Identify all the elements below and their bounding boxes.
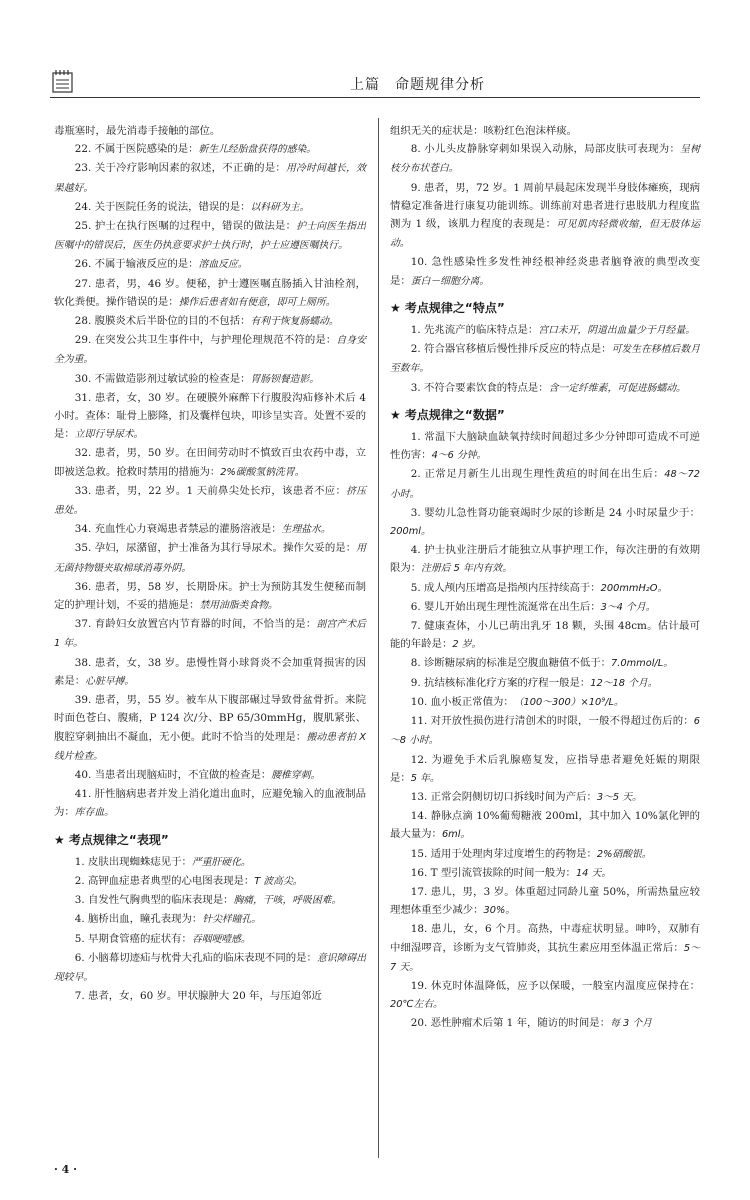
question-item [390, 864, 700, 883]
answer-text: 2%硝酸银。 [596, 848, 652, 860]
answer-text: 20℃左右。 [390, 999, 443, 1011]
section-heading: ★ 考点规律之“表现” [54, 832, 169, 847]
answer-text: 针尖样瞳孔。 [202, 914, 262, 926]
question-item [390, 1014, 700, 1033]
question-text: 22. 不属于医院感染的是： [74, 143, 199, 156]
answer-text: 可发生在移植后数月至数年。 [390, 344, 700, 375]
question-text: 20. 恶性肿瘤术后第 1 年，随访的时间是： [410, 1017, 611, 1030]
question-text: 7. 患者，女，60 岁。甲状腺肿大 20 年，与压迫邻近 [74, 990, 322, 1003]
question-item [54, 987, 366, 1005]
answer-text: 5 年。 [410, 772, 440, 784]
question-text: 4. 护士执业注册后才能独立从事护理工作，每次注册的有效期限为： [390, 544, 700, 575]
section-heading: ★ 考点规律之“特点” [390, 300, 505, 315]
answer-text: 含一定纤维素，可促进肠蠕动。 [548, 382, 686, 394]
answer-text: 溶血反应。 [198, 259, 248, 271]
question-text: 10. 急性感染性多发性神经根神经炎患者脑脊液的典型改变是： [390, 256, 700, 287]
question-text: 7. 健康查体，小儿已萌出乳牙 18 颗，头围 48cm。估计最可能的年龄是： [390, 620, 700, 651]
answer-text: 禁用油脂类食物。 [199, 600, 278, 612]
question-item [390, 179, 700, 254]
question-item [390, 977, 700, 1014]
question-item [54, 578, 366, 615]
question-text: 27. 患者，男，46 岁。便秘，护士遵医嘱直肠插入甘油栓剂，软化粪便。操作错误的是： [54, 277, 366, 308]
answer-text: 3～4 个月。 [600, 601, 656, 613]
question-item [54, 615, 366, 653]
question-item [54, 370, 366, 389]
question-item [54, 930, 366, 949]
question-item [390, 674, 700, 693]
answer-text: 注册后 5 年内有效。 [421, 563, 513, 575]
question-text: 35. 孕妇，尿潴留，护士准备为其行导尿术。操作欠妥的是： [74, 542, 357, 555]
question-item [54, 891, 366, 910]
question-item [390, 654, 700, 673]
question-item [390, 751, 700, 788]
question-item [54, 853, 366, 872]
answer-text: 6ml。 [441, 829, 471, 841]
question-text: 6. 婴儿开始出现生理性流涎常在出生后： [410, 600, 601, 613]
question-text: 37. 育龄妇女放置宫内节育器的时间，不恰当的是： [74, 618, 317, 631]
question-text: 9. 抗结核标准化疗方案的疗程一般是： [410, 676, 591, 689]
answer-text: 宫口未开，阴道出血量少于月经量。 [538, 325, 696, 337]
answer-text: 蛋白－细胞分离。 [410, 275, 490, 287]
answer-text: 用无菌持物镊夹取棉球消毒外阴。 [54, 543, 366, 574]
question-item [54, 785, 366, 822]
question-text: 30. 不需做造影剂过敏试验的检查是： [74, 372, 251, 385]
question-text: 3. 婴幼儿急性肾功能衰竭时少尿的诊断是 24 小时尿量少于： [410, 506, 700, 519]
answer-text: 搬动患者拍 X 线片检查。 [54, 731, 367, 762]
answer-text: 呈树枝分布状苍白。 [390, 144, 701, 175]
question-text: 26. 不属于输液反应的是： [74, 258, 199, 271]
answer-text: 自身安全为重。 [54, 335, 367, 366]
answer-text: 可见肌肉轻微收缩，但无肢体运动。 [390, 219, 701, 250]
question-text: 29. 在突发公共卫生事件中，与护理伦理规范不符的是： [74, 334, 337, 347]
question-text: 4. 脑桥出血，瞳孔表现为： [74, 913, 203, 926]
page-number: · 4 · [54, 1163, 77, 1176]
answer-text: 护士向医生指出医嘱中的错误后，医生仍执意要求护士执行时，护士应遵医嘱执行。 [54, 221, 367, 252]
answer-text: 立即行导尿术。 [74, 429, 144, 441]
answer-text: 2 岁。 [452, 639, 482, 651]
answer-text: T 波高尖。 [254, 875, 303, 887]
question-text: 11. 对开放性损伤进行清创术的时限，一般不得超过伤后的： [410, 715, 694, 728]
question-text: 3. 自发性气胸典型的临床表现是： [74, 894, 234, 907]
question-item [390, 140, 700, 178]
question-item [54, 482, 366, 520]
answer-text: 腰椎穿刺。 [271, 769, 321, 781]
answer-text: 剖宫产术后 1 年。 [54, 619, 367, 650]
question-item [54, 198, 366, 217]
question-item [54, 520, 366, 539]
answer-text: 操作后患者如有便意，即可上厕所。 [178, 296, 336, 308]
question-text: 2. 符合器官移植后慢性排斥反应的特点是： [410, 343, 612, 356]
question-text: 33. 患者，男，22 岁。1 天前鼻尖处长疖，该患者不应： [74, 484, 347, 497]
question-text: 40. 当患者出现脑疝时，不宜做的检查是： [74, 768, 272, 781]
notebook-icon [50, 70, 76, 98]
question-item [390, 920, 700, 977]
answer-text: 以科研为主。 [250, 201, 310, 213]
answer-text: 吞咽哽噎感。 [191, 933, 251, 945]
question-item [390, 321, 700, 340]
question-item [390, 504, 700, 541]
question-text: 1. 皮肤出现蜘蛛痣见于： [74, 855, 192, 868]
question-item [390, 253, 700, 290]
question-item [54, 389, 366, 445]
question-item [54, 159, 366, 197]
question-item [390, 541, 700, 578]
answer-text: 14 天。 [575, 867, 612, 879]
section-heading: ★ 考点规律之“数据” [390, 407, 505, 422]
answer-text: 200mmH₂O。 [600, 582, 668, 594]
question-item [390, 598, 700, 617]
question-item [54, 691, 366, 766]
answer-text: 胸痛，干咳，呼吸困难。 [233, 895, 342, 907]
header-rule [50, 97, 700, 98]
question-text: 17. 患儿，男，3 岁。体重超过同龄儿童 50%，所需热量应较理想体重至少减少： [390, 885, 700, 917]
question-item [390, 693, 700, 712]
question-item [390, 807, 700, 844]
question-item [54, 654, 366, 691]
question-text: 1. 常温下大脑缺血缺氧持续时间超过多少分钟即可造成不可逆性伤害： [390, 431, 700, 462]
question-text: 1. 先兆流产的临床特点是： [410, 324, 539, 337]
continued-text: 毒瓶塞时，最先消毒手接触的部位。 [54, 125, 221, 137]
answer-text: 30%。 [483, 905, 516, 917]
question-item [54, 910, 366, 929]
answer-text: 2%碳酸氢钠洗胃。 [220, 466, 305, 478]
column-divider [378, 118, 379, 1158]
page-title: 上篇 命题规律分析 [350, 77, 485, 93]
question-text: 8. 诊断糖尿病的标准是空腹血糖值不低于： [410, 657, 612, 670]
question-text: 28. 腹膜炎术后半卧位的目的不包括： [74, 315, 251, 328]
question-text: 13. 正常会阴侧切切口拆线时间为产后： [410, 790, 597, 803]
answer-text: 新生儿经胎盘获得的感染。 [198, 144, 317, 156]
question-text: 3. 不符合要素饮食的特点是： [410, 381, 549, 394]
question-text: 24. 关于医院任务的说法，错误的是： [74, 200, 251, 213]
answer-text: 有利于恢复肠蠕动。 [250, 316, 339, 328]
answer-text: 用冷时间越长，效果越好。 [54, 163, 366, 194]
left-column [54, 122, 366, 1005]
question-item [54, 140, 366, 159]
answer-text: 5～7 天。 [390, 942, 701, 973]
right-column [390, 122, 700, 1034]
question-item [54, 312, 366, 331]
question-item [390, 579, 700, 598]
question-item [390, 883, 700, 920]
question-item [54, 872, 366, 891]
question-item [390, 428, 700, 465]
question-text: 36. 患者，男，58 岁，长期卧床。护士为预防其发生便秘而制定的护理计划，不妥的措施是： [54, 580, 366, 612]
question-text: 25. 护士在执行医嘱的过程中，错误的做法是： [74, 220, 297, 233]
answer-text: 心脏早搏。 [85, 675, 135, 687]
question-text: 14. 静脉点滴 10%葡萄糖液 200ml，其中加入 10%氯化钾的最大量为： [390, 810, 700, 841]
answer-text: 3～5 天。 [596, 791, 642, 803]
question-item [54, 766, 366, 785]
answer-text: 200ml。 [390, 526, 431, 538]
question-text: 39. 患者，男，55 岁。被车从下腹部碾过导致骨盆骨折。来院时面色苍白、腹痛，P 124 次/分、BP 65/30mmHg，腹肌紧张、腹腔穿刺抽出不凝血，无小便。此时不恰当的处理是： [54, 694, 366, 743]
question-text: 9. 患者，男，72 岁。1 周前早晨起床发现半身肢体瘫痪，现病情稳定准备进行康复功能训练。训练前对患者进行患肢肌力程度监测为 1 级，该肌力程度的表现是： [390, 181, 700, 231]
question-item [54, 331, 366, 369]
question-item [54, 275, 366, 312]
question-text: 23. 关于冷疗影响因素的叙述，不正确的是： [74, 162, 287, 175]
answer-text: 12～18 个月。 [590, 677, 658, 689]
question-text: 18. 患儿，女，6 个月。高热，中毒症状明显。呻吟，双肺有中细湿啰音，诊断为支气管肺炎，其抗生素应用至体温正常后： [390, 923, 700, 954]
question-text: 10. 血小板正常值为： [410, 695, 514, 708]
continued-text: 组织无关的症状是：咳粉红色泡沫样痰。 [390, 125, 578, 137]
answer-text: 生理盐水。 [281, 524, 331, 536]
question-text: 2. 正常足月新生儿出现生理性黄疸的时间在出生后： [410, 468, 665, 481]
answer-text: 意识障碍出现较早。 [54, 952, 366, 983]
question-item [390, 617, 700, 654]
question-text: 15. 适用于处理肉芽过度增生的药物是： [410, 847, 597, 860]
answer-text: 7.0mmol/L。 [611, 658, 673, 670]
question-item [390, 340, 700, 378]
question-text: 5. 早期食管癌的症状有： [74, 932, 192, 945]
page-header [50, 68, 700, 98]
question-text: 12. 为避免手术后乳腺癌复发，应指导患者避免妊娠的期限是： [390, 753, 700, 784]
question-text: 5. 成人颅内压增高是指颅内压持续高于： [410, 581, 601, 594]
question-item [54, 217, 366, 255]
question-text: 31. 患者，女，30 岁。在硬膜外麻醉下行腹股沟疝修补术后 4 小时。查体：耻骨上膨隆，扪及囊样包块，叩诊呈实音。处置不妥的是： [54, 391, 366, 441]
question-item [54, 255, 366, 274]
question-text: 19. 休克时体温降低，应予以保暖，一般室内温度应保持在： [410, 979, 700, 992]
question-item [54, 539, 366, 577]
question-item [54, 444, 366, 481]
question-text: 16. T 型引流管拔除的时间一般为： [410, 866, 576, 879]
question-item [390, 788, 700, 807]
question-text: 6. 小脑幕切迹疝与枕骨大孔疝的临床表现不同的是： [74, 951, 317, 964]
question-text: 32. 患者，男，50 岁。在田间劳动时不慎致百虫农药中毒，立即被送急救。抢救时禁用的措施为： [54, 447, 366, 478]
answer-text: （100～300）×10⁹/L。 [513, 696, 624, 708]
question-item [390, 712, 700, 750]
question-item [54, 949, 366, 987]
question-item [390, 465, 700, 503]
answer-text: 胃肠钡餐造影。 [250, 373, 320, 385]
answer-text: 48～72 小时。 [390, 469, 700, 500]
question-text: 2. 高钾血症患者典型的心电图表现是： [74, 874, 255, 887]
answer-text: 4～6 分钟。 [431, 450, 487, 462]
answer-text: 挤压患处。 [54, 485, 367, 517]
question-text: 8. 小儿头皮静脉穿刺如果误入动脉，局部皮肤可表现为： [410, 143, 681, 156]
question-text: 41. 肝性脑病患者并发上消化道出血时，应避免输入的血液制品为： [54, 788, 366, 819]
question-text: 38. 患者，女，38 岁。患慢性肾小球肾炎不会加重肾损害的因素是： [54, 656, 366, 687]
question-text: 34. 充血性心力衰竭患者禁忌的灌肠溶液是： [74, 523, 282, 536]
answer-text: 严重肝硬化。 [191, 856, 251, 868]
question-item [390, 845, 700, 864]
answer-text: 6～8 小时。 [390, 716, 700, 747]
answer-text: 库存血。 [74, 807, 114, 819]
question-item [390, 379, 700, 398]
answer-text: 每 3 个月 [610, 1018, 652, 1030]
